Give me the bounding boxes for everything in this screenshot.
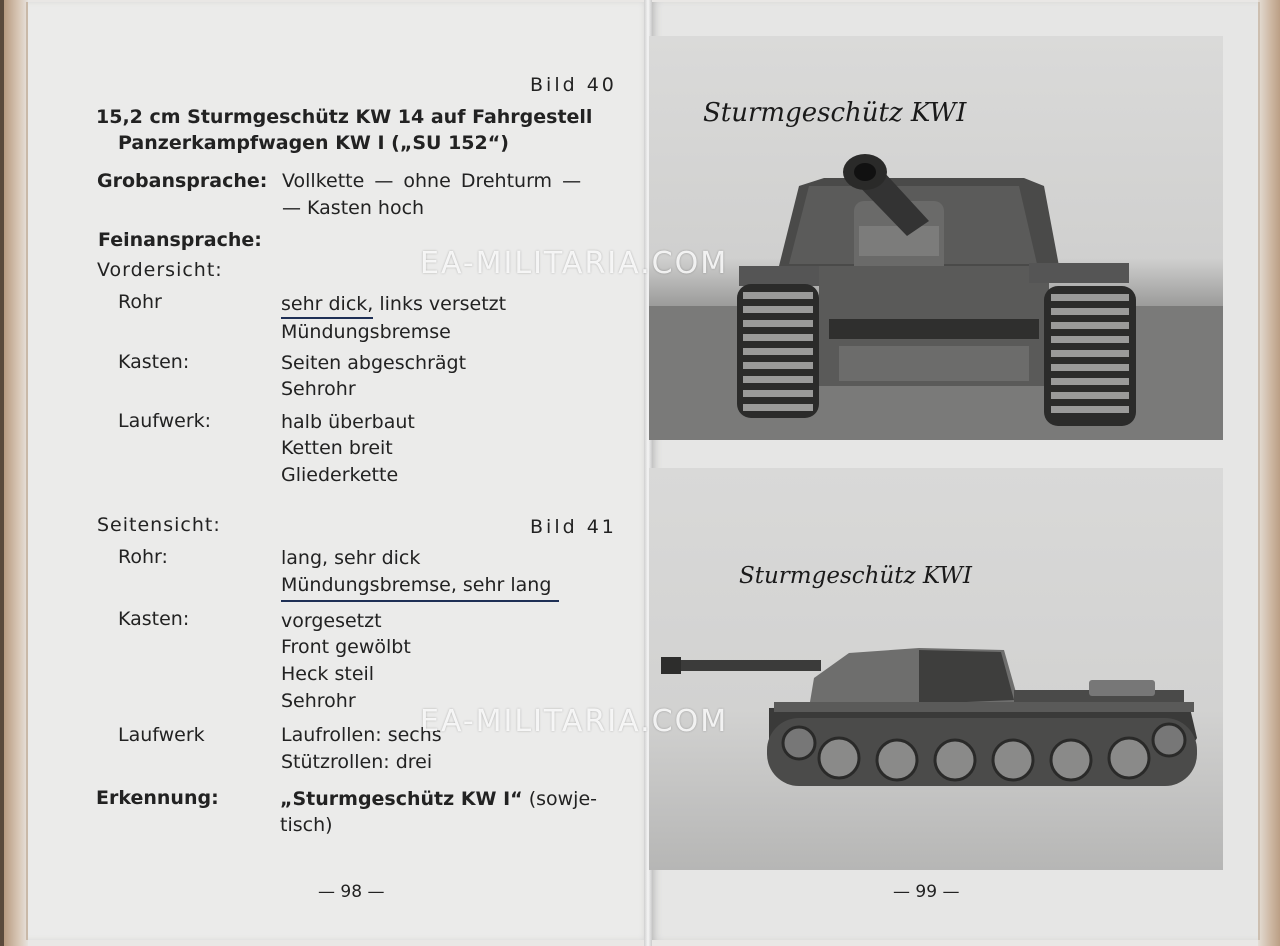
grobansprache-line1: Vollkette — ohne Drehturm — [282,170,582,192]
photo-side-view [649,468,1223,870]
underline-sehr-dick [281,317,373,319]
vorder-laufwerk-line2: Ketten breit [281,437,393,459]
vorder-kasten-line1: Seiten abgeschrägt [281,352,467,374]
vordersicht-label: Vordersicht: [97,259,223,281]
seiten-rohr-line1: lang, sehr dick [281,547,421,569]
seiten-laufwerk-line1: Laufrollen: sechs [281,724,442,746]
watermark-bottom: EA-MILITARIA.COM [420,704,729,739]
seiten-rohr-label: Rohr: [118,546,168,568]
erkennung-line1 [280,788,597,810]
tank-side-illustration [649,468,1223,870]
seiten-kasten-line2: Front gewölbt [281,636,411,658]
entry-title-line2: Panzerkampfwagen KW I („SU 152“) [118,132,509,154]
photo-front-view [649,36,1223,440]
vorder-laufwerk-line3: Gliederkette [281,464,399,486]
seiten-kasten-label: Kasten: [118,608,190,630]
erkennung-name: „Sturmgeschütz KW I“ [280,788,523,810]
page-number-right: — 99 — [893,882,960,902]
erkennung-suffix: (sowje- [522,788,598,810]
vorder-laufwerk-line1: halb überbaut [281,411,415,433]
vorder-rohr-line1: sehr dick, links versetzt [281,293,507,315]
seitensicht-label: Seitensicht: [97,514,221,536]
vorder-laufwerk-label: Laufwerk: [118,410,212,432]
entry-title-line1: 15,2 cm Sturmgeschütz KW 14 auf Fahrgestell [96,106,593,128]
figure-ref-40: Bild 40 [530,74,617,96]
tank-front-illustration [649,36,1223,440]
underline-muendungsbremse [281,600,559,602]
seiten-laufwerk-line2: Stützrollen: drei [281,751,433,773]
seiten-laufwerk-label: Laufwerk [118,724,205,746]
vorder-kasten-label: Kasten: [118,351,190,373]
seiten-kasten-line1: vorgesetzt [281,610,382,632]
photo-top-caption: Sturmgeschütz KWI [703,98,967,128]
book-edge-left [4,0,28,946]
book-edge-right [1258,0,1280,946]
page-number-left: — 98 — [318,882,385,902]
watermark-top: EA-MILITARIA.COM [420,246,729,281]
vorder-kasten-line2: Sehrohr [281,378,356,400]
vorder-rohr-line2: Mündungsbremse [281,321,451,343]
figure-ref-41: Bild 41 [530,516,617,538]
grobansprache-label: Grobansprache: [97,170,268,192]
photo-bottom-caption: Sturmgeschütz KWI [739,563,973,589]
erkennung-label: Erkennung: [96,787,219,809]
erkennung-line2: tisch) [280,814,333,836]
seiten-kasten-line3: Heck steil [281,663,375,685]
seiten-rohr-line2: Mündungsbremse, sehr lang [281,574,552,596]
seiten-kasten-line4: Sehrohr [281,690,356,712]
grobansprache-line2: — Kasten hoch [282,197,425,219]
feinansprache-label: Feinansprache: [98,229,262,251]
vorder-rohr-label: Rohr [118,291,162,313]
